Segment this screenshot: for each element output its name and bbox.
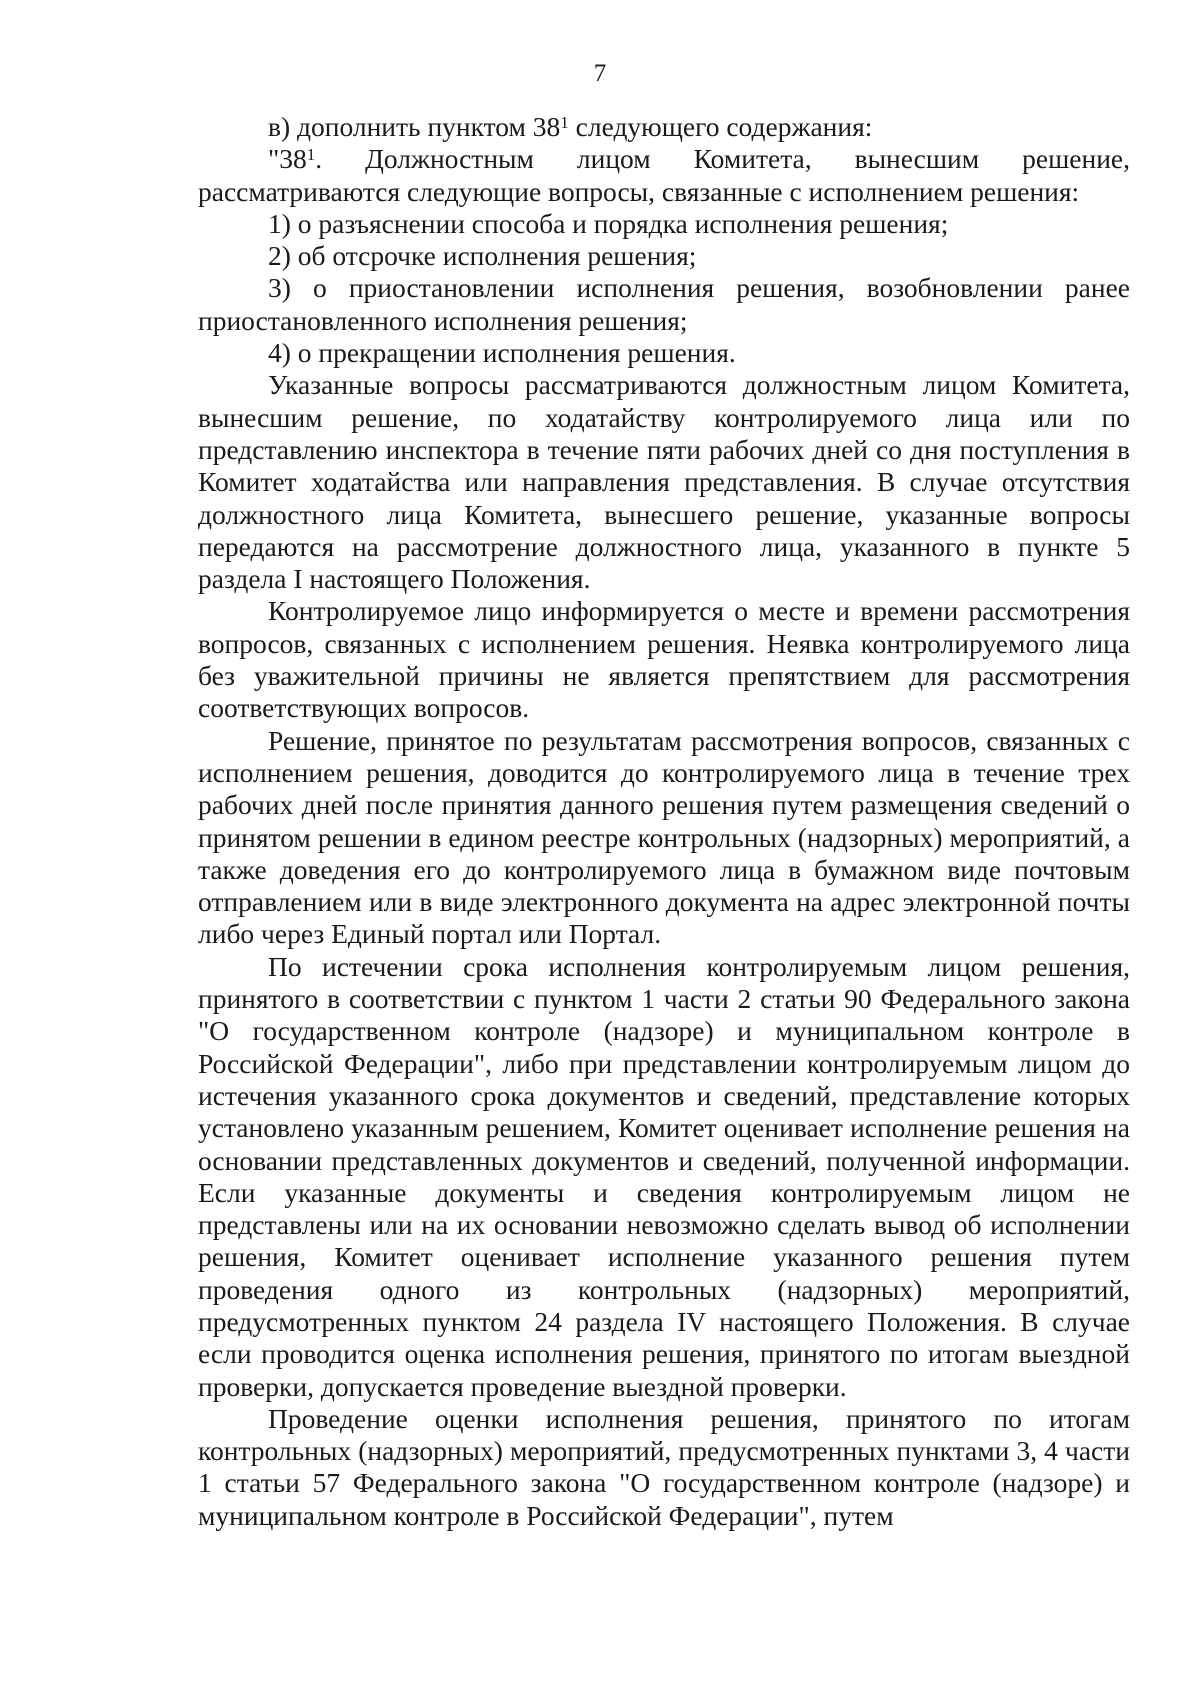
paragraph-evaluation-procedure: Проведение оценки исполнения решения, принятого по итогам контрольных (надзорных) мероприятий, предусмотренных пунктами 3, 4 части 1 статьи 57 Федерального закона "О государственном контроле (надзоре) и муниципальном контроле в Российской Федерации", путем (198, 1402, 1130, 1531)
amendment-intro-text: в) дополнить пунктом 38 (268, 111, 561, 142)
list-item-1: 1) о разъяснении способа и порядка исполнения решения; (268, 207, 949, 239)
paragraph-notification: Контролируемое лицо информируется о месте и времени рассмотрения вопросов, связанных с исполнением решения. Неявка контролируемого лица без уважительной причины не является препятствием для рассмотрения соответствующих вопросов. (198, 595, 1130, 724)
page-number: 7 (593, 60, 607, 87)
superscript-mark: 1 (306, 145, 316, 165)
list-item-4: 4) о прекращении исполнения решения. (268, 337, 736, 369)
paragraph-consideration: Указанные вопросы рассматриваются должностным лицом Комитета, вынесшим решение, по ходатайству контролируемого лица или по представлению инспектора в течение пяти рабочих дней со дня поступления в Комитет ходатайства или направления представления. В случае отсутствия должностного лица Комитета, вынесшего решение, указанные вопросы передаются на рассмотрение должностного лица, указанного в пункте 5 раздела I настоящего Положения. (198, 369, 1130, 595)
list-item-3: 3) о приостановлении исполнения решения, возобновлении ранее приостановленного исполнения решения; (198, 272, 1130, 336)
paragraph-evaluation: По истечении срока исполнения контролируемым лицом решения, принятого в соответствии с пунктом 1 части 2 статьи 90 Федерального закона "О государственном контроле (надзоре) и муниципальном контроле в Российской Федерации", либо при представлении контролируемым лицом до истечения указанного срока документов и сведений, представление которых установлено указанным решением, Комитет оценивает исполнение решения на основании представленных документов и сведений, полученной информации. Если указанные документы и сведения контролируемым лицом не представлены или на их основании невозможно сделать вывод об исполнении решения, Комитет оценивает исполнение указанного решения путем проведения одного из контрольных (надзорных) мероприятий, предусмотренных пунктом 24 раздела IV настоящего Положения. В случае если проводится оценка исполнения решения, принятого по итогам выездной проверки, допускается проведение выездной проверки. (198, 950, 1130, 1402)
superscript-mark: 1 (560, 113, 569, 132)
clause-text: . Должностным лицом Комитета, вынесшим решение, рассматриваются следующие вопросы, связанные с исполнением решения: (198, 143, 1130, 207)
paragraph-38-1 (198, 143, 1130, 208)
document-body (198, 111, 1130, 1532)
list-item-2: 2) об отсрочке исполнения решения; (268, 240, 697, 272)
paragraph-amendment-intro (198, 111, 1130, 143)
clause-number: "38 (268, 143, 307, 175)
paragraph-decision-delivery: Решение, принятое по результатам рассмотрения вопросов, связанных с исполнением решения, доводится до контролируемого лица в течение трех рабочих дней после принятия данного решения путем размещения сведений о принятом решении в едином реестре контрольных (надзорных) мероприятий, а также доведения его до контролируемого лица в бумажном виде почтовым отправлением или в виде электронного документа на адрес электронной почты либо через Единый портал или Портал. (198, 724, 1130, 950)
amendment-intro-text-end: следующего содержания: (568, 111, 873, 142)
